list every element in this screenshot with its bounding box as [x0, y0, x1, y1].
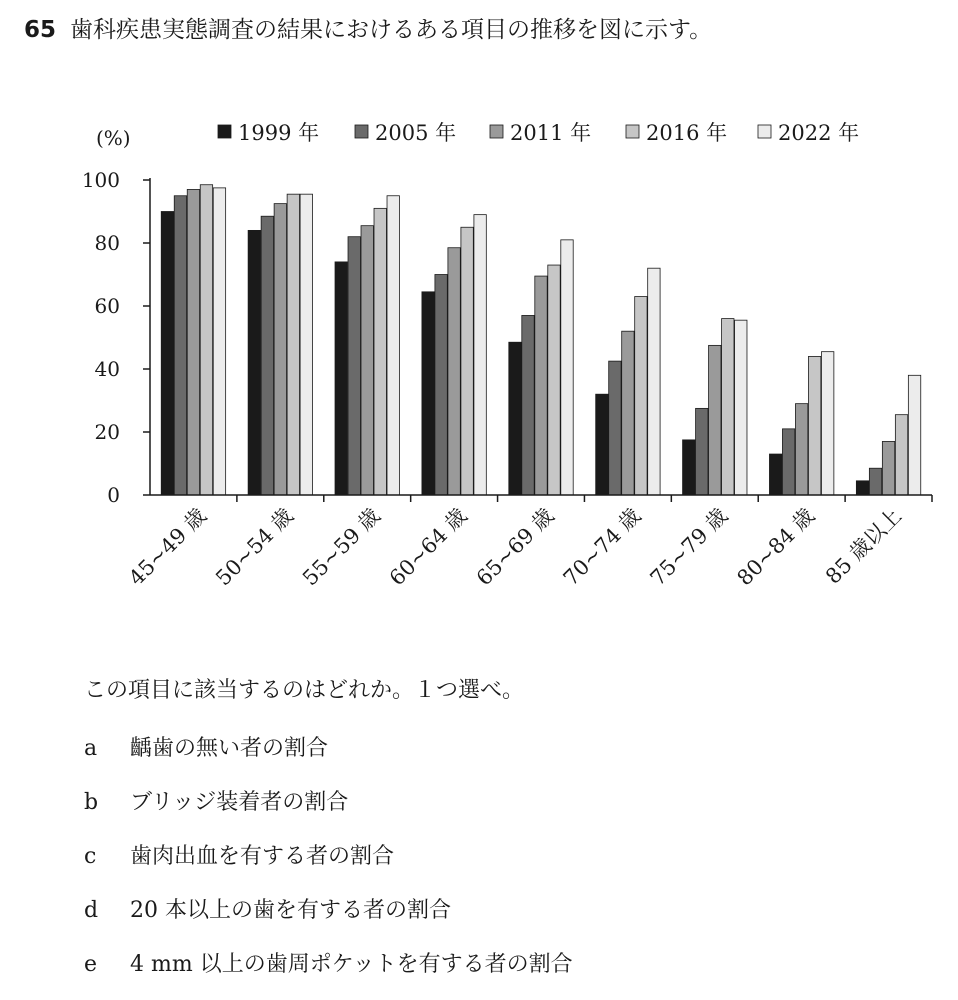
- bar: [161, 212, 173, 496]
- x-tick-label: 80~84 歳: [732, 503, 820, 591]
- bar: [596, 394, 608, 495]
- option-letter: a: [84, 736, 98, 761]
- bar: [795, 404, 807, 495]
- legend-swatch: [758, 125, 771, 138]
- bar: [782, 429, 794, 495]
- bar: [882, 441, 894, 495]
- y-tick-label: 100: [81, 168, 120, 192]
- answer-option-a[interactable]: [84, 734, 328, 764]
- y-tick-label: 40: [94, 357, 120, 381]
- bar: [808, 356, 820, 495]
- bar: [869, 468, 881, 495]
- answer-option-e[interactable]: [84, 950, 573, 980]
- answer-option-b[interactable]: [84, 788, 348, 818]
- option-letter: c: [84, 844, 97, 869]
- bar: [609, 361, 621, 495]
- x-tick-label: 50~54 歳: [211, 503, 298, 591]
- answer-option-c[interactable]: [84, 842, 394, 872]
- x-tick-label: 75~79 歳: [645, 503, 733, 591]
- legend-swatch: [490, 125, 503, 138]
- bars: [161, 185, 921, 495]
- bar: [274, 204, 286, 495]
- bar: [895, 415, 907, 495]
- bar: [648, 268, 660, 495]
- bar: [374, 208, 386, 495]
- legend-label: 1999 年: [238, 121, 320, 145]
- bar: [722, 319, 734, 495]
- bar: [769, 454, 781, 495]
- bar: [361, 226, 373, 495]
- bar: [735, 320, 747, 495]
- y-tick-label: 80: [94, 231, 120, 255]
- option-text: 20 本以上の歯を有する者の割合: [130, 898, 451, 923]
- option-text: ブリッジ装着者の割合: [130, 790, 349, 815]
- bar: [261, 216, 273, 495]
- option-letter: d: [84, 898, 99, 923]
- question-prompt: この項目に該当するのはどれか。１つ選べ。: [84, 678, 525, 703]
- bar: [348, 237, 360, 495]
- bar: [200, 185, 212, 495]
- legend-swatch: [626, 125, 639, 138]
- bar: [522, 315, 534, 495]
- y-tick-label: 0: [107, 483, 120, 507]
- option-text: 齲歯の無い者の割合: [130, 736, 329, 761]
- bar: [213, 188, 225, 495]
- chart-legend: [218, 121, 859, 145]
- bar: [287, 194, 299, 495]
- legend-swatch: [218, 125, 231, 138]
- y-axis-unit-label: (%): [96, 126, 131, 150]
- bar: [856, 481, 868, 495]
- x-tick-label: 60~64 歳: [384, 503, 472, 591]
- legend-swatch: [355, 125, 368, 138]
- bar: [709, 345, 721, 495]
- bar: [683, 440, 695, 495]
- bar: [696, 408, 708, 495]
- bar: [461, 227, 473, 495]
- bar: [635, 297, 647, 495]
- option-text: 歯肉出血を有する者の割合: [130, 844, 395, 869]
- y-tick-label: 60: [94, 294, 120, 318]
- bar: [187, 189, 199, 495]
- bar: [821, 352, 833, 495]
- bar: [248, 230, 260, 495]
- bar: [622, 331, 634, 495]
- bar: [422, 292, 434, 495]
- x-tick-label: 85 歳以上: [820, 503, 907, 589]
- bar: [509, 342, 521, 495]
- bar: [561, 240, 573, 495]
- legend-label: 2011 年: [510, 121, 592, 145]
- question-text: 歯科疾患実態調査の結果におけるある項目の推移を図に示す。: [70, 17, 713, 43]
- option-letter: b: [84, 790, 99, 815]
- bar: [174, 196, 186, 495]
- answer-option-d[interactable]: [84, 896, 451, 926]
- question-number: 65: [24, 17, 57, 43]
- bar: [435, 275, 447, 496]
- option-letter: e: [84, 952, 98, 977]
- bar: [448, 248, 460, 495]
- bar: [548, 265, 560, 495]
- x-axis: [124, 495, 932, 590]
- legend-label: 2016 年: [646, 121, 728, 145]
- bar: [300, 194, 312, 495]
- x-tick-label: 45~49 歳: [124, 503, 211, 591]
- y-tick-label: 20: [94, 420, 120, 444]
- y-axis: [82, 168, 150, 507]
- bar: [474, 215, 486, 495]
- bar: [535, 276, 547, 495]
- bar: [335, 262, 347, 495]
- x-tick-label: 70~74 歳: [558, 503, 646, 591]
- option-text: 4 mm 以上の歯周ポケットを有する者の割合: [130, 952, 573, 977]
- x-tick-label: 55~59 歳: [297, 503, 385, 591]
- x-tick-label: 65~69 歳: [471, 503, 559, 591]
- legend-label: 2022 年: [778, 121, 860, 145]
- bar: [908, 375, 920, 495]
- legend-label: 2005 年: [375, 121, 457, 145]
- bar: [387, 196, 399, 495]
